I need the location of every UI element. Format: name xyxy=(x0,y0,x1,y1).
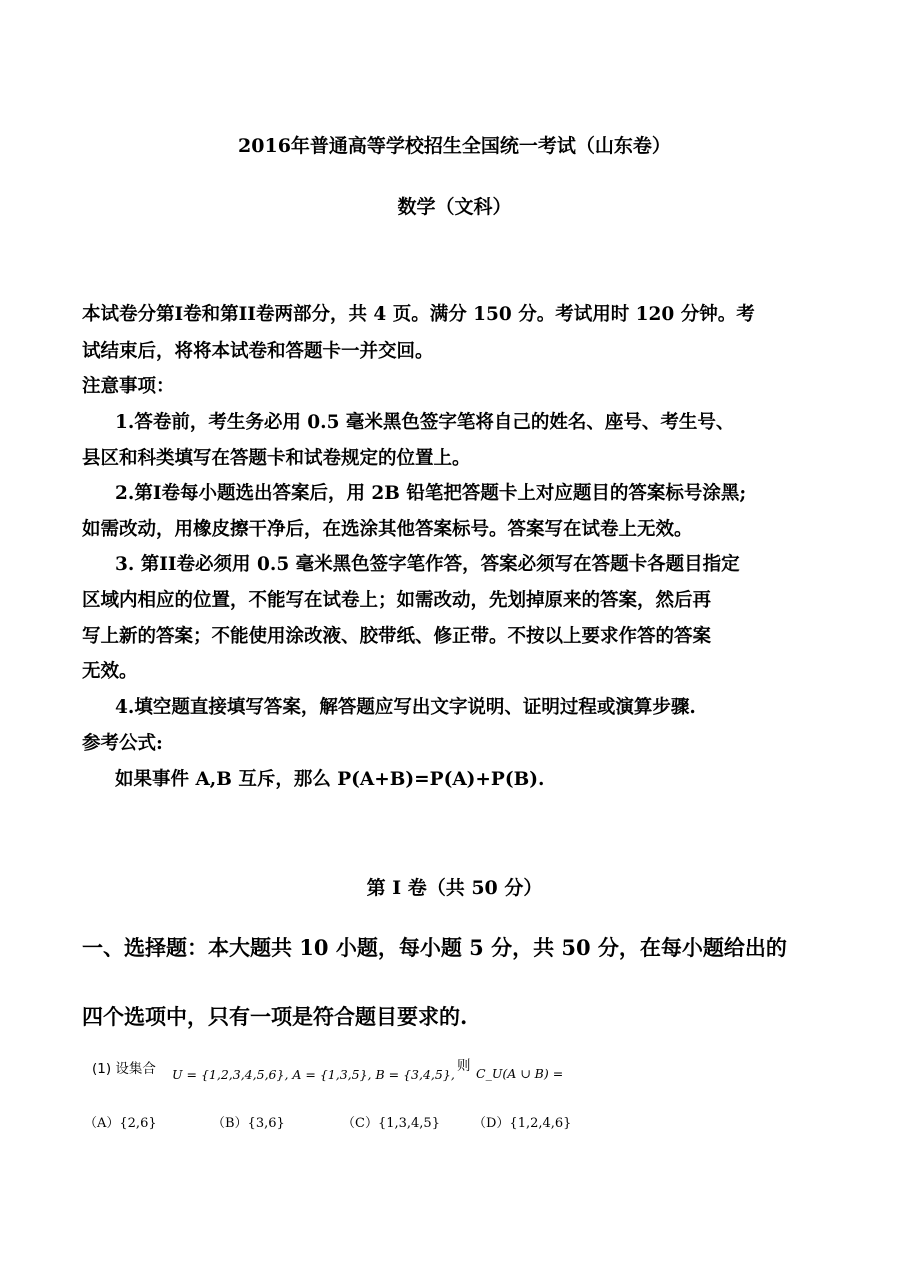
exam-subtitle: 数学（文科） xyxy=(397,196,512,218)
intro-line-1: 本试卷分第I卷和第II卷两部分，共 4 页。满分 150 分。考试用时 120 分钟。考 xyxy=(82,304,755,325)
note-2-line-1: 2.第I卷每小题选出答案后，用 2B 铅笔把答题卡上对应题目的答案标号涂黑; xyxy=(115,483,747,504)
question-1-then: 则 xyxy=(457,1058,471,1074)
note-3-line-4: 无效。 xyxy=(82,661,138,682)
exam-title: 2016年普通高等学校招生全国统一考试（山东卷） xyxy=(238,135,671,157)
intro-line-2: 试结束后，将将本试卷和答题卡一并交回。 xyxy=(82,341,434,362)
note-4-line-1: 4.填空题直接填写答案，解答题应写出文字说明、证明过程或演算步骤. xyxy=(115,697,696,718)
note-1-line-2: 县区和科类填写在答题卡和试卷规定的位置上。 xyxy=(82,448,471,469)
question-1-expression: C_U(A ∪ B) = xyxy=(476,1066,564,1081)
question-1-option-d: （D）{1,2,4,6} xyxy=(473,1116,572,1131)
part-1-title: 第 I 卷（共 50 分） xyxy=(366,877,543,899)
question-1-option-c: （C）{1,3,4,5} xyxy=(342,1116,440,1131)
section-heading-line-2: 四个选项中，只有一项是符合题目要求的. xyxy=(82,1004,468,1029)
formula-text: 如果事件 A,B 互斥，那么 P(A+B)=P(A)+P(B). xyxy=(115,769,545,790)
question-1-option-b: （B）{3,6} xyxy=(212,1116,285,1131)
question-1-option-a: （A）{2,6} xyxy=(84,1116,157,1131)
note-1-line-1: 1.答卷前，考生务必用 0.5 毫米黑色签字笔将自己的姓名、座号、考生号、 xyxy=(115,412,735,433)
section-heading-line-1: 一、选择题：本大题共 10 小题，每小题 5 分，共 50 分，在每小题给出的 xyxy=(82,935,787,960)
note-3-line-3: 写上新的答案；不能使用涂改液、胶带纸、修正带。不按以上要求作答的答案 xyxy=(82,626,712,647)
note-3-line-2: 区域内相应的位置，不能写在试卷上；如需改动，先划掉原来的答案，然后再 xyxy=(82,590,712,611)
question-1-sets: U = {1,2,3,4,5,6}, A = {1,3,5}, B = {3,4,5}, xyxy=(172,1067,455,1082)
question-1-prefix: (1) 设集合 xyxy=(92,1061,156,1077)
formula-heading: 参考公式: xyxy=(82,733,163,754)
note-3-line-1: 3. 第II卷必须用 0.5 毫米黑色签字笔作答，答案必须写在答题卡各题目指定 xyxy=(115,554,740,575)
notes-heading: 注意事项： xyxy=(82,376,175,397)
note-2-line-2: 如需改动，用橡皮擦干净后，在选涂其他答案标号。答案写在试卷上无效。 xyxy=(82,519,693,540)
